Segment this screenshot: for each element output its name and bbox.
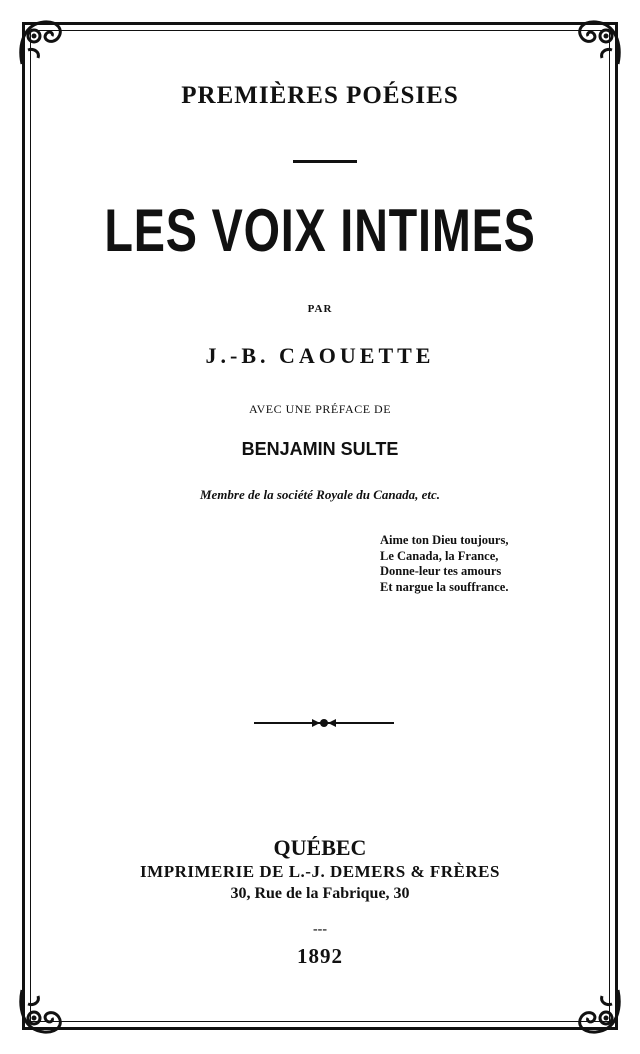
series-title: PREMIÈRES POÉSIES	[181, 82, 459, 109]
imprint-city: QUÉBEC	[273, 835, 367, 860]
prefacer-membership: Membre de la société Royale du Canada, etc.	[199, 487, 441, 502]
epigraph-line: Et nargue la souffrance.	[380, 579, 509, 594]
preface-line: AVEC UNE PRÉFACE DE	[248, 402, 392, 416]
imprint-separator: ---	[313, 922, 327, 937]
corner-flourish-icon	[14, 982, 72, 1040]
epigraph	[380, 533, 508, 595]
book-title: LES VOIX INTIMES	[104, 197, 536, 264]
prefacer-name: BENJAMIN SULTE	[241, 439, 399, 459]
arrow-ornament-icon	[254, 714, 394, 732]
publication-year: 1892	[297, 944, 343, 968]
epigraph-line: Aime ton Dieu toujours,	[380, 533, 509, 547]
epigraph-line: Donne-leur tes amours	[380, 564, 502, 578]
corner-flourish-icon	[568, 982, 626, 1040]
title-rule	[293, 160, 357, 163]
epigraph-line: Le Canada, la France,	[380, 548, 499, 563]
by-label: PAR	[307, 303, 333, 315]
imprint-printer: IMPRIMERIE DE L.-J. DEMERS & FRÈRES	[140, 862, 500, 881]
imprint-address: 30, Rue de la Fabrique, 30	[230, 885, 410, 902]
corner-flourish-icon	[14, 14, 72, 72]
author-name: J.-B. CAOUETTE	[205, 343, 435, 368]
corner-flourish-icon	[568, 14, 626, 72]
